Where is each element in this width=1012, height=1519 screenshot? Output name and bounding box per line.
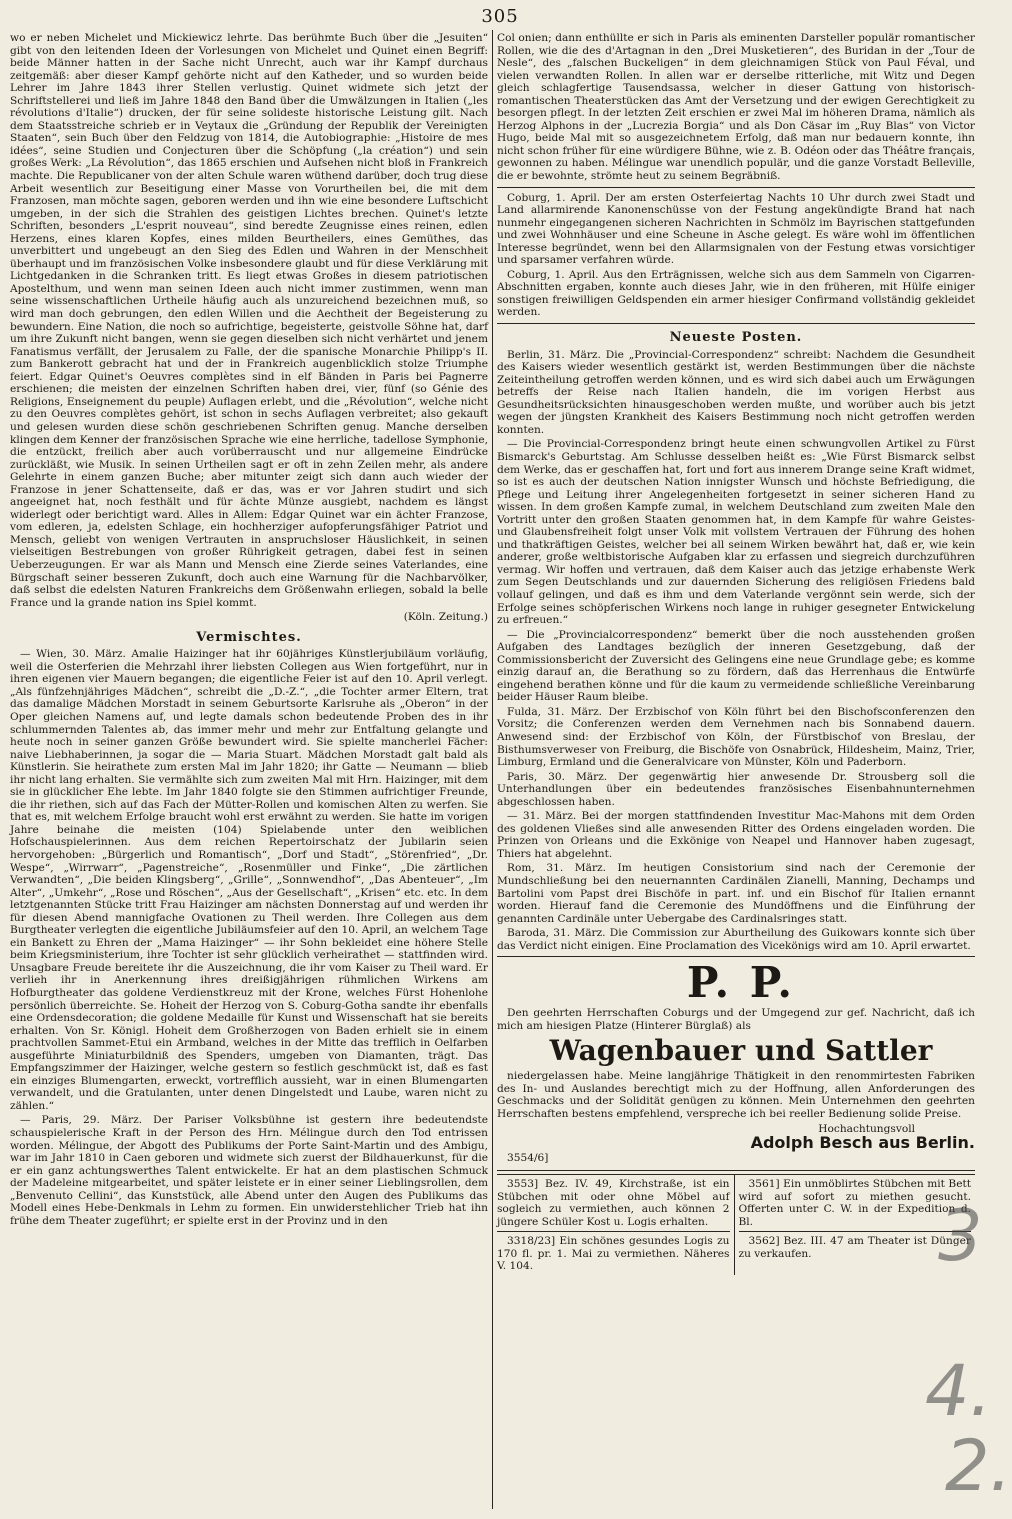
left-column [10, 32, 488, 1511]
handwritten-mark: 3 [938, 1195, 983, 1277]
paris-strousberg-article: Paris, 30. März. Der gegenwärtig hier anwesende Dr. Strousberg soll die Unterhandlungen über ein bedeutendes französisches Eisenbahnunternehmen abgeschlossen haben. [497, 770, 975, 808]
bismarck-article: — Die Provincial-Correspondenz bringt heute einen schwungvollen Artikel zu Fürst Bismarck's Geburtstag. Am Schlusse desselben heißt es: „Wie Fürst Bismarck selbst dem Werke, das er geschaffen hat, fort und fort aus innerem Drange seine Kraft widmet, so ist es auch der deutschen Nation innigster Wunsch und höchste Befriedigung, die Pflege und Leitung ihrer Angelegenheiten fortgesetzt in seiner sicheren Hand zu wissen. In dem großen Kampfe zumal, in welchem Deutschland zum zweiten Male den Vortritt unter den großen Staaten genommen hat, in dem Kampfe für wahre Geistes- und Glaubensfreiheit folgt unser Volk mit vollstem Vertrauen der Führung des hohen und thatkräftigen Geistes, welcher bei all seinem Wirken bewährt hat, daß er, wie kein anderer, große weltbistorische Aufgaben klar zu erfassen und siegreich durchzuführen vermag. Wir hoffen und vertrauen, daß dem Kaiser auch das jetzige erhabenste Werk zum Segen Deutschlands und zur dauernden Sicherung des religiösen Friedens bald vollauf gelingen, und daß es ihm und dem Vaterlande vergönnt sein werde, sich der Erfolge seines schöpferischen Wirkens noch lange in ruhiger gesegneter Entwickelung zu erfreuen.“ [497, 438, 975, 627]
ad-intro: Den geehrten Herrschaften Coburgs und der Umgegend zur gef. Nachricht, daß ich mich am hiesigen Platze (Hinterer Bürglaß) als [497, 1007, 975, 1032]
divider [739, 1231, 972, 1232]
page-number: 305 [481, 6, 519, 27]
right-column [497, 32, 975, 1511]
divider [497, 187, 975, 188]
advertisement [497, 956, 975, 1171]
fulda-article: Fulda, 31. März. Der Erzbischof von Köln führt bei den Bischofsconferenzen den Vorsitz; die Conferenzen werden dem Vernehmen nach bis Sonnabend dauern. Anwesend sind: der Erzbischof von Köln, der Fürstbischof von Breslau, der Bisthumsverweser von Freiburg, die Bischöfe von Osnabrück, Hildesheim, Mainz, Trier, Limburg, Ermland und die Generalvicare von Münster, Köln und Paderborn. [497, 705, 975, 769]
classifieds-left [497, 1175, 734, 1275]
divider [497, 323, 975, 324]
baroda-article: Baroda, 31. März. Die Commission zur Aburtheilung des Guikowars konnte sich über das Verdict nicht einigen. Eine Proclamation des Vicekönigs wird am 10. April erwartet. [497, 927, 975, 952]
landtag-article: — Die „Provincialcorrespondenz“ bemerkt über die noch ausstehenden großen Aufgaben des Landtages bezüglich der inneren Gesetzgebung, daß der Commissionsbericht der Zuversicht des Gelingens eine neue Grundlage gebe; es komme einzig darauf an, die Berathung so zu fördern, daß das Herrenhaus die Entwürfe eingehend berathen könne und für die kaum zu vermeidende schließliche Vereinbarung beider Häuser Raum bleibe. [497, 628, 975, 704]
section-title-neueste-posten: Neueste Posten. [669, 330, 803, 346]
ad-title: P. P. [686, 958, 796, 1008]
paris-macmahon-article: — 31. März. Bei der morgen stattfindenden Investitur Mac-Mahons mit dem Orden des goldenen Vließes sind alle anwesenden Ritter des Ordens eingeladen worden. Die Prinzen von Orleans und die Exkönige von Neapel und Hannover haben zugesagt, Thiers hat abgelehnt. [497, 810, 975, 860]
classifieds [497, 1174, 975, 1275]
melingue-continued: Col onien; dann enthüllte er sich in Paris als eminenten Darsteller populär romantischer Rollen, wie die des d'Artagnan in den „Drei Musketieren“, des Buridan in der „Tour de Nesle“, des „falschen Buckeligen“ in dem gleichnamigen Stück von Paul Féval, und vielen verwandten Rollen. In allen war er derselbe ritterliche, mit Witz und Degen gleich schlagfertige Tausendsassa, welcher in dieser Gattung von historisch-romantischen Theaterstücken das Amt der Versetzung und der ewigen Gerechtigkeit zu besorgen pflegt. In der letzten Zeit erschien er zwei Mal im höheren Drama, nämlich als Herzog Alphons in der „Lucrezia Borgia“ und als Don Cäsar im „Ruy Blas“ von Victor Hugo, beide Mal mit so ausgezeichnetem Erfolg, daß man nur bedauern konnte, ihn nicht schon früher für eine würdigere Bühne, wie z. B. Odéon oder das Théâtre français, gewonnen zu haben. Mélingue war unendlich populär, und die ganze Vorstadt Belleville, die er bewohnte, strömte heut zu seinem Begräbniß. [497, 32, 975, 183]
coburg-fire-article: Coburg, 1. April. Der am ersten Osterfeiertag Nachts 10 Uhr durch zwei Stadt und Land allarmirende Kanonenschüsse von der Festung angekündigte Brand hat nach nunmehr eingegangenen sicheren Nachrichten in Schmölz im Bayrischen stattgefunden und zwei Wohnhäuser und eine Scheune in Asche gelegt. Es wäre wohl im öffentlichen Interesse begründet, wenn bei den Allarmsignalen von der Festung etwas vorsichtiger und sparsamer verfahren würde. [497, 191, 975, 267]
ad-code: 3554/6] [507, 1151, 549, 1164]
divider [497, 1231, 730, 1232]
paris-article: — Paris, 29. März. Der Pariser Volksbühne ist gestern ihre bedeutendste schauspielerische Kraft in der Person des Hrn. Mélingue durch den Tod entrissen worden. Mélingue, der Abgott des Publikums der Porte Saint-Martin und des Ambigu, war im Jahr 1810 in Caen geboren und widmete sich zuerst der Bildhauerkunst, für die er ein ganz achtungswerthes Talent entwickelte. Er hat an dem plastischen Schmuck der Madeleine mitgearbeitet, und später leistete er in einer seiner Lieblingsrollen, dem „Benvenuto Cellini“, das Kunststück, alle Abend unter den Augen des Publikums das Modell eines Hebe-Denkmals in Lehm zu formen. Ein unwiderstehlicher Trieb hat ihn frühe dem Theater zugeführt; er spielte erst in der Provinz und in den [10, 1114, 488, 1227]
handwritten-mark: 4. [925, 1350, 992, 1432]
classified-ad: 3553] Bez. IV. 49, Kirchstraße, ist ein Stübchen mit oder ohne Möbel auf sogleich zu vermiethen, auch können 2 jüngere Schüler Kost u. Logis erhalten. [497, 1178, 730, 1228]
column-divider [492, 30, 493, 1509]
ad-business-name: Wagenbauer und Sattler [549, 1034, 933, 1068]
source-credit: (Köln. Zeitung.) [403, 611, 488, 624]
classified-ad: 3561] Ein unmöblirtes Stübchen mit Bett wird auf sofort zu miethen gesucht. Offerten unter C. W. in der Expedition d. Bl. [738, 1178, 971, 1228]
coburg-charity-article: Coburg, 1. April. Aus den Erträgnissen, welche sich aus dem Sammeln von Cigarren-Abschnitten ergaben, konnte auch dieses Jahr, wie in den früheren, mit Hülfe einiger sonstigen freiwilligen Geldspenden ein armer hiesiger Confirmand vollständig gekleidet werden. [497, 268, 975, 319]
handwritten-mark: 2. [945, 1425, 1012, 1507]
rome-article: Rom, 31. März. Im heutigen Consistorium sind nach der Ceremonie der Mundschließung bei den neuernannten Cardinälen Zianelli, Manning, Dechamps und Bartolini vom Papst drei Bischöfe in part. inf. und ein Bischof für Italien ernannt worden. Hierauf fand die Ceremonie des Mundöffnens und die Einführung der genannten Cardinäle unter Uebergabe des Cardinalsringes statt. [497, 862, 975, 925]
classified-ad: 3318/23] Ein schönes gesundes Logis zu 170 fl. pr. 1. Mai zu vermiethen. Näheres V. 104. [497, 1235, 730, 1273]
section-title-vermischtes: Vermischtes. [196, 629, 302, 645]
ad-signature: Adolph Besch aus Berlin. [750, 1133, 975, 1153]
classified-ad: 3562] Bez. III. 47 am Theater ist Dünger zu verkaufen. [738, 1235, 971, 1260]
berlin-article: Berlin, 31. März. Die „Provincial-Correspondenz“ schreibt: Nachdem die Gesundheit des Kaisers wieder wesentlich gestärkt ist, werden Bestimmungen über die nächste Zeiteintheilung getroffen werden können, und es wird sich dabei auch um Erwägungen betreffs der Reise nach Italien handeln, die im vorigen Herbst aus Gesundheitsrücksichten hinausgeschoben werden mußte, und worüber auch bis jetzt wegen der jüngsten Krankheit des Kaisers Bestimmung noch nicht getroffen werden konnten. [497, 348, 975, 436]
quinet-article: wo er neben Michelet und Mickiewicz lehrte. Das berühmte Buch über die „Jesuiten“ gibt von den leitenden Ideen der Vorlesungen von Michelet und Quinet einen Begriff: beide Männer hatten in der Sache nicht Unrecht, auch war ihr Kampf durchaus zeitgemäß: aber dieser Kampf gehörte nicht auf den Katheder, und so wurden beide Lehrer im Jahre 1843 ihrer Stellen verlustig. Quinet widmete sich jetzt der Schriftstellerei und ließ im Jahre 1848 den Band über die Umwälzungen in Italien („les révolutions d'Italie“) drucken, der für seine solideste historische Leistung gilt. Nach dem Staatsstreiche schrieb er in Veytaux die „Gründung der Republik der Vereinigten Staaten“, sein Buch über den Feldzug von 1814, die Autobiographie: „Histoire de mes idées“, seine Studien und Conjecturen über die Schöpfung („la création“) und sein großes Werk: „La Révolution“, das 1865 erschien und Aufsehen nicht bloß in Frankreich machte. Die Republicaner von der alten Schule waren wüthend darüber, doch trug diese Arbeit wesentlich zur Beseitigung einer Masse von Vorurtheilen bei, die mit dem Franzosen, man möchte sagen, geboren werden und ihn wie eine besondere Luftschicht umgeben, in der sich die Strahlen des geistigen Lichtes brechen. Quinet's letzte Schriften, besonders „L'esprit nouveau“, sind beredte Zeugnisse eines reinen, edlen Herzens, eines klaren Kopfes, eines milden Beurtheilers, eines Gemüthes, das unverbittert und ungebeugt an den Sieg des Edlen und Wahren in der Menschheit überhaupt und im französischen Volke insbesondere glaubt und für diese Verklärung mit Lichtgedanken in die Schranken tritt. Es liegt etwas Großes in diesem patriotischen Apostelthum, und wenn man seinen Ideen auch nicht immer zustimmen, wenn man seine wissenschaftlichen Urtheile häufig auch als unzureichend bezeichnen muß, so wird man doch gebrungen, den edlen Willen und die Aechtheit der Begeisterung zu bewundern. Eine Nation, die noch so aufrichtige, begeisterte, geistvolle Söhne hat, darf um ihre Zukunft nicht bangen, wenn sie gegen dieselben sich nicht verhärtet und jenem Fanatismus verfällt, der Jerusalem zu Falle, der die spanische Monarchie Philipp's II. zum Bankerott gebracht hat und der in Frankreich augenblicklich stolze Triumphe feiert. Edgar Quinet's Oeuvres complètes sind in elf Bänden in Paris bei Pagnerre erschienen; die meisten der einzelnen Schriften haben drei, vier, fünf (so Génie des Religions, Enseignement du peuple) Auflagen erlebt, und die „Révolution“, welche nicht zu den Oeuvres complètes gehört, ist schon in sechs Auflagen verbreitet; also gekauft und gelesen wurden diese schön geschriebenen Schriften genug. Manche derselben klingen dem Kenner der französischen Sprache wie eine herrliche, tadellose Symphonie, die entzückt, freilich aber auch vorüberrauscht und nur allgemeine Eindrücke zurückläßt, wie Musik. In seinen Urtheilen sagt er oft in zehn Zeilen mehr, als andere Gelehrte in einem ganzen Buche; aber mitunter zeigt sich dann auch wieder der Franzose in jener Schattenseite, daß er das, was er vor Jahren studirt und sich angeeignet hat, noch festhält und für ächte Münze ausgiebt, nachdem es längst widerlegt oder berichtigt ward. Alles in Allem: Edgar Quinet war ein ächter Franzose, vom edleren, ja, edelsten Schlage, ein hochherziger aufopferungsfähiger Patriot und Mensch, geliebt von wenigen Vertrauten in anspruchsloser Häuslichkeit, in seinen vielseitigen Bestrebungen von großer Rührigkeit getragen, dabei fest in seinen Ueberzeugungen. Er war als Mann und Mensch eine Zierde seines Vaterlandes, eine Bürgschaft seiner besseren Zukunft, doch auch eine Warnung für die Nachbarvölker, daß selbst die edelsten Naturen Frankreichs dem Größenwahn erliegen, sobald la belle France und la grande nation ins Spiel kommt. [10, 32, 488, 609]
ad-body: niedergelassen habe. Meine langjährige Thätigkeit in den renommirtesten Fabriken des In- und Auslandes berechtigt mich zu der Hoffnung, allen Anforderungen des Geschmacks und der Solidität genügen zu können. Mein Unternehmen den geehrten Herrschaften bestens empfehlend, verspreche ich bei reeller Bedienung solide Preise. [497, 1070, 975, 1121]
ad-salutation: Hochachtungsvoll [818, 1122, 915, 1135]
vienna-article: — Wien, 30. März. Amalie Haizinger hat ihr 60jähriges Künstlerjubiläum vorläufig, weil die Osterferien die Mehrzahl ihrer liebsten Collegen aus Wien fortgeführt, nur in ihren eigenen vier Mauern begangen; die eigentliche Feier ist auf den 10. April verlegt. „Als fünfzehnjähriges Mädchen“, schreibt die „D.-Z.“, „die Tochter armer Eltern, trat das damalige Mädchen Morstadt in seinem Geburtsorte Karlsruhe als „Oberon“ in der Oper gleichen Namens auf, und legte damals schon bedeutende Proben des in ihr schlummernden Talentes ab, das immer mehr und mehr zur Entfaltung gelangte und heute noch in seiner ganzen Größe bewundert wird. Sie spielte mancherlei Fächer: naive Liebhaberinnen, ja sogar die — Maria Stuart. Mädchen Morstadt galt bald als Künstlerin. Sie heirathete zum ersten Mal im Jahr 1820; ihr Gatte — Neumann — blieb ihr nicht lang erhalten. Sie vermählte sich zum zweiten Mal mit Hrn. Haizinger, mit dem sie in glücklicher Ehe lebte. Im Jahr 1840 folgte sie den Stimmen aufrichtiger Freunde, die ihr riethen, sich auf das Fach der Mütter-Rollen und komischen Alten zu werfen. Sie that es, mit welchem Erfolge braucht wohl erst erwähnt zu werden. Sie hatte im vorigen Jahre beinahe die meisten (104) Spielabende unter den weiblichen Hofschauspielerinnen. Aus dem reichen Repertoirschatz der Jubilarin seien hervorgehoben: „Bürgerlich und Romantisch“, „Dorf und Stadt“, „Störenfried“, „Dr. Wespe“, „Wirrwarr“, „Pagenstreiche“, „Rosenmüller und Finke“, „Die zärtlichen Verwandten“, „Die beiden Klingsberg“, „Grille“, „Sonnwendhof“, „Das Abenteuer“, „Im Alter“, „Umkehr“, „Rose und Röschen“, „Aus der Gesellschaft“, „Krisen“ etc. etc. In dem letztgenannten Stücke tritt Frau Haizinger am nächsten Donnerstag auf und werden ihr für diesen Abend mannigfache Ovationen zu Theil werden. Ihre Collegen aus dem Burgtheater verlegten die eigentliche Jubiläumsfeier auf den 10. April, an welchem Tage ein Bankett zu Ehren der „Mama Haizinger“ — ihr Sohn bekleidet eine höhere Stelle beim Kriegsministerium, ihre Tochter ist sehr glücklich verheirathet — stattfinden wird. Unsagbare Freude bereitete ihr die Auszeichnung, die ihr vom Kaiser zu Theil ward. Er verlieh ihr in Anerkennung ihres dreißigjährigen rühmlichen Wirkens am Hofburgtheater das goldene Verdienstkreuz mit der Krone, welches Fürst Hohenlohe persönlich überreichte. Se. Hoheit der Herzog von S. Coburg-Gotha sandte ihr ebenfalls eine Ordensdecoration; die goldene Medaille für Kunst und Wissenschaft hat sie bereits erhalten. Von Sr. Königl. Hoheit dem Großherzogen von Baden erhielt sie in einem prachtvollen Sammet-Etui ein Armband, welches in der Mitte das trefflich in Oelfarben ausgeführte Miniaturbildniß des Spenders, umgeben von Diamanten, trägt. Das Empfangszimmer der Haizinger, welche gestern so festlich geschmückt ist, daß es fast ein einziges Blumengarten, erweckt, vortrefflich aussieht, war in einen Blumengarten verwandelt, und die Gratulanten, unter denen Dingelstedt und Laube, waren nicht zu zählen.“ [10, 648, 489, 1112]
